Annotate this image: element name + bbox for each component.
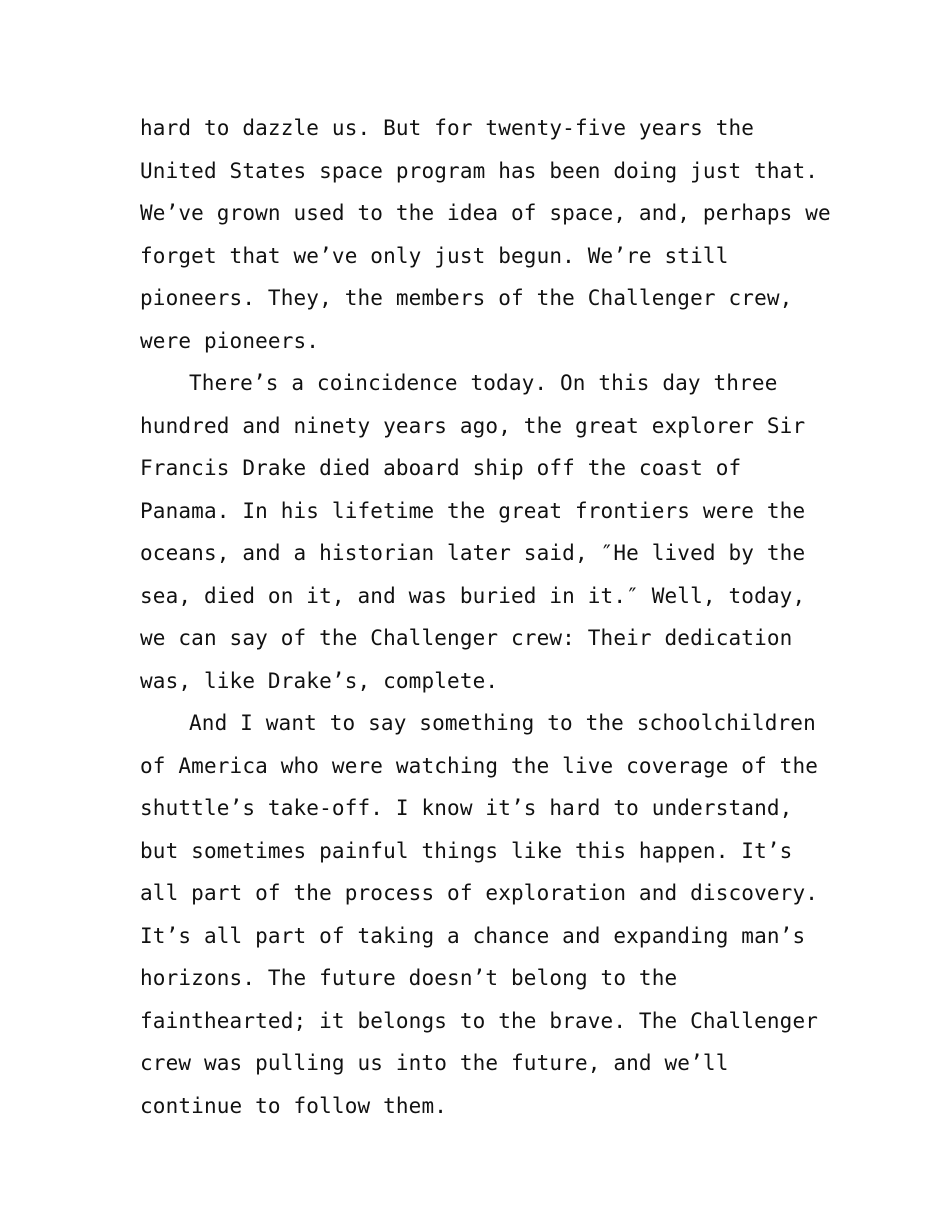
text-line: Francis Drake died aboard ship off the coast of: [140, 456, 742, 480]
paragraph-first-line: There’s a coincidence today. On this day three: [189, 371, 778, 395]
document-body: [140, 107, 831, 1127]
text-line: continue to follow them.: [140, 1093, 448, 1118]
text-line: all part of the process of exploration and discovery.: [140, 881, 819, 905]
text-line: were pioneers.: [140, 328, 320, 353]
text-line: It’s all part of taking a chance and expanding man’s: [140, 923, 806, 948]
text-line: crew was pulling us into the future, and we’ll: [140, 1051, 729, 1075]
text-line: Panama. In his lifetime the great frontiers were the: [140, 498, 806, 523]
text-line: shuttle’s take-off. I know it’s hard to understand,: [140, 796, 793, 820]
text-line: hard to dazzle us. But for twenty-five years the: [140, 116, 755, 140]
text-line: horizons. The future doesn’t belong to the: [140, 966, 678, 990]
text-line: United States space program has been doing just that.: [140, 158, 819, 183]
text-line: but sometimes painful things like this happen. It’s: [140, 838, 793, 863]
text-line: sea, died on it, and was buried in it.″ Well, today,: [140, 583, 806, 608]
text-line: we can say of the Challenger crew: Their dedication: [140, 626, 793, 650]
paragraph-first-line: And I want to say something to the schoolchildren: [189, 711, 816, 735]
text-line: forget that we’ve only just begun. We’re still: [140, 243, 729, 268]
text-line: We’ve grown used to the idea of space, and, perhaps we: [140, 201, 831, 225]
text-line: pioneers. They, the members of the Challenger crew,: [140, 286, 793, 310]
text-line: oceans, and a historian later said, ″He lived by the: [140, 541, 806, 565]
text-line: hundred and ninety years ago, the great explorer Sir: [140, 413, 806, 438]
text-line: was, like Drake’s, complete.: [140, 668, 499, 693]
text-line: fainthearted; it belongs to the brave. The Challenger: [140, 1008, 819, 1033]
text-line: of America who were watching the live coverage of the: [140, 753, 819, 778]
